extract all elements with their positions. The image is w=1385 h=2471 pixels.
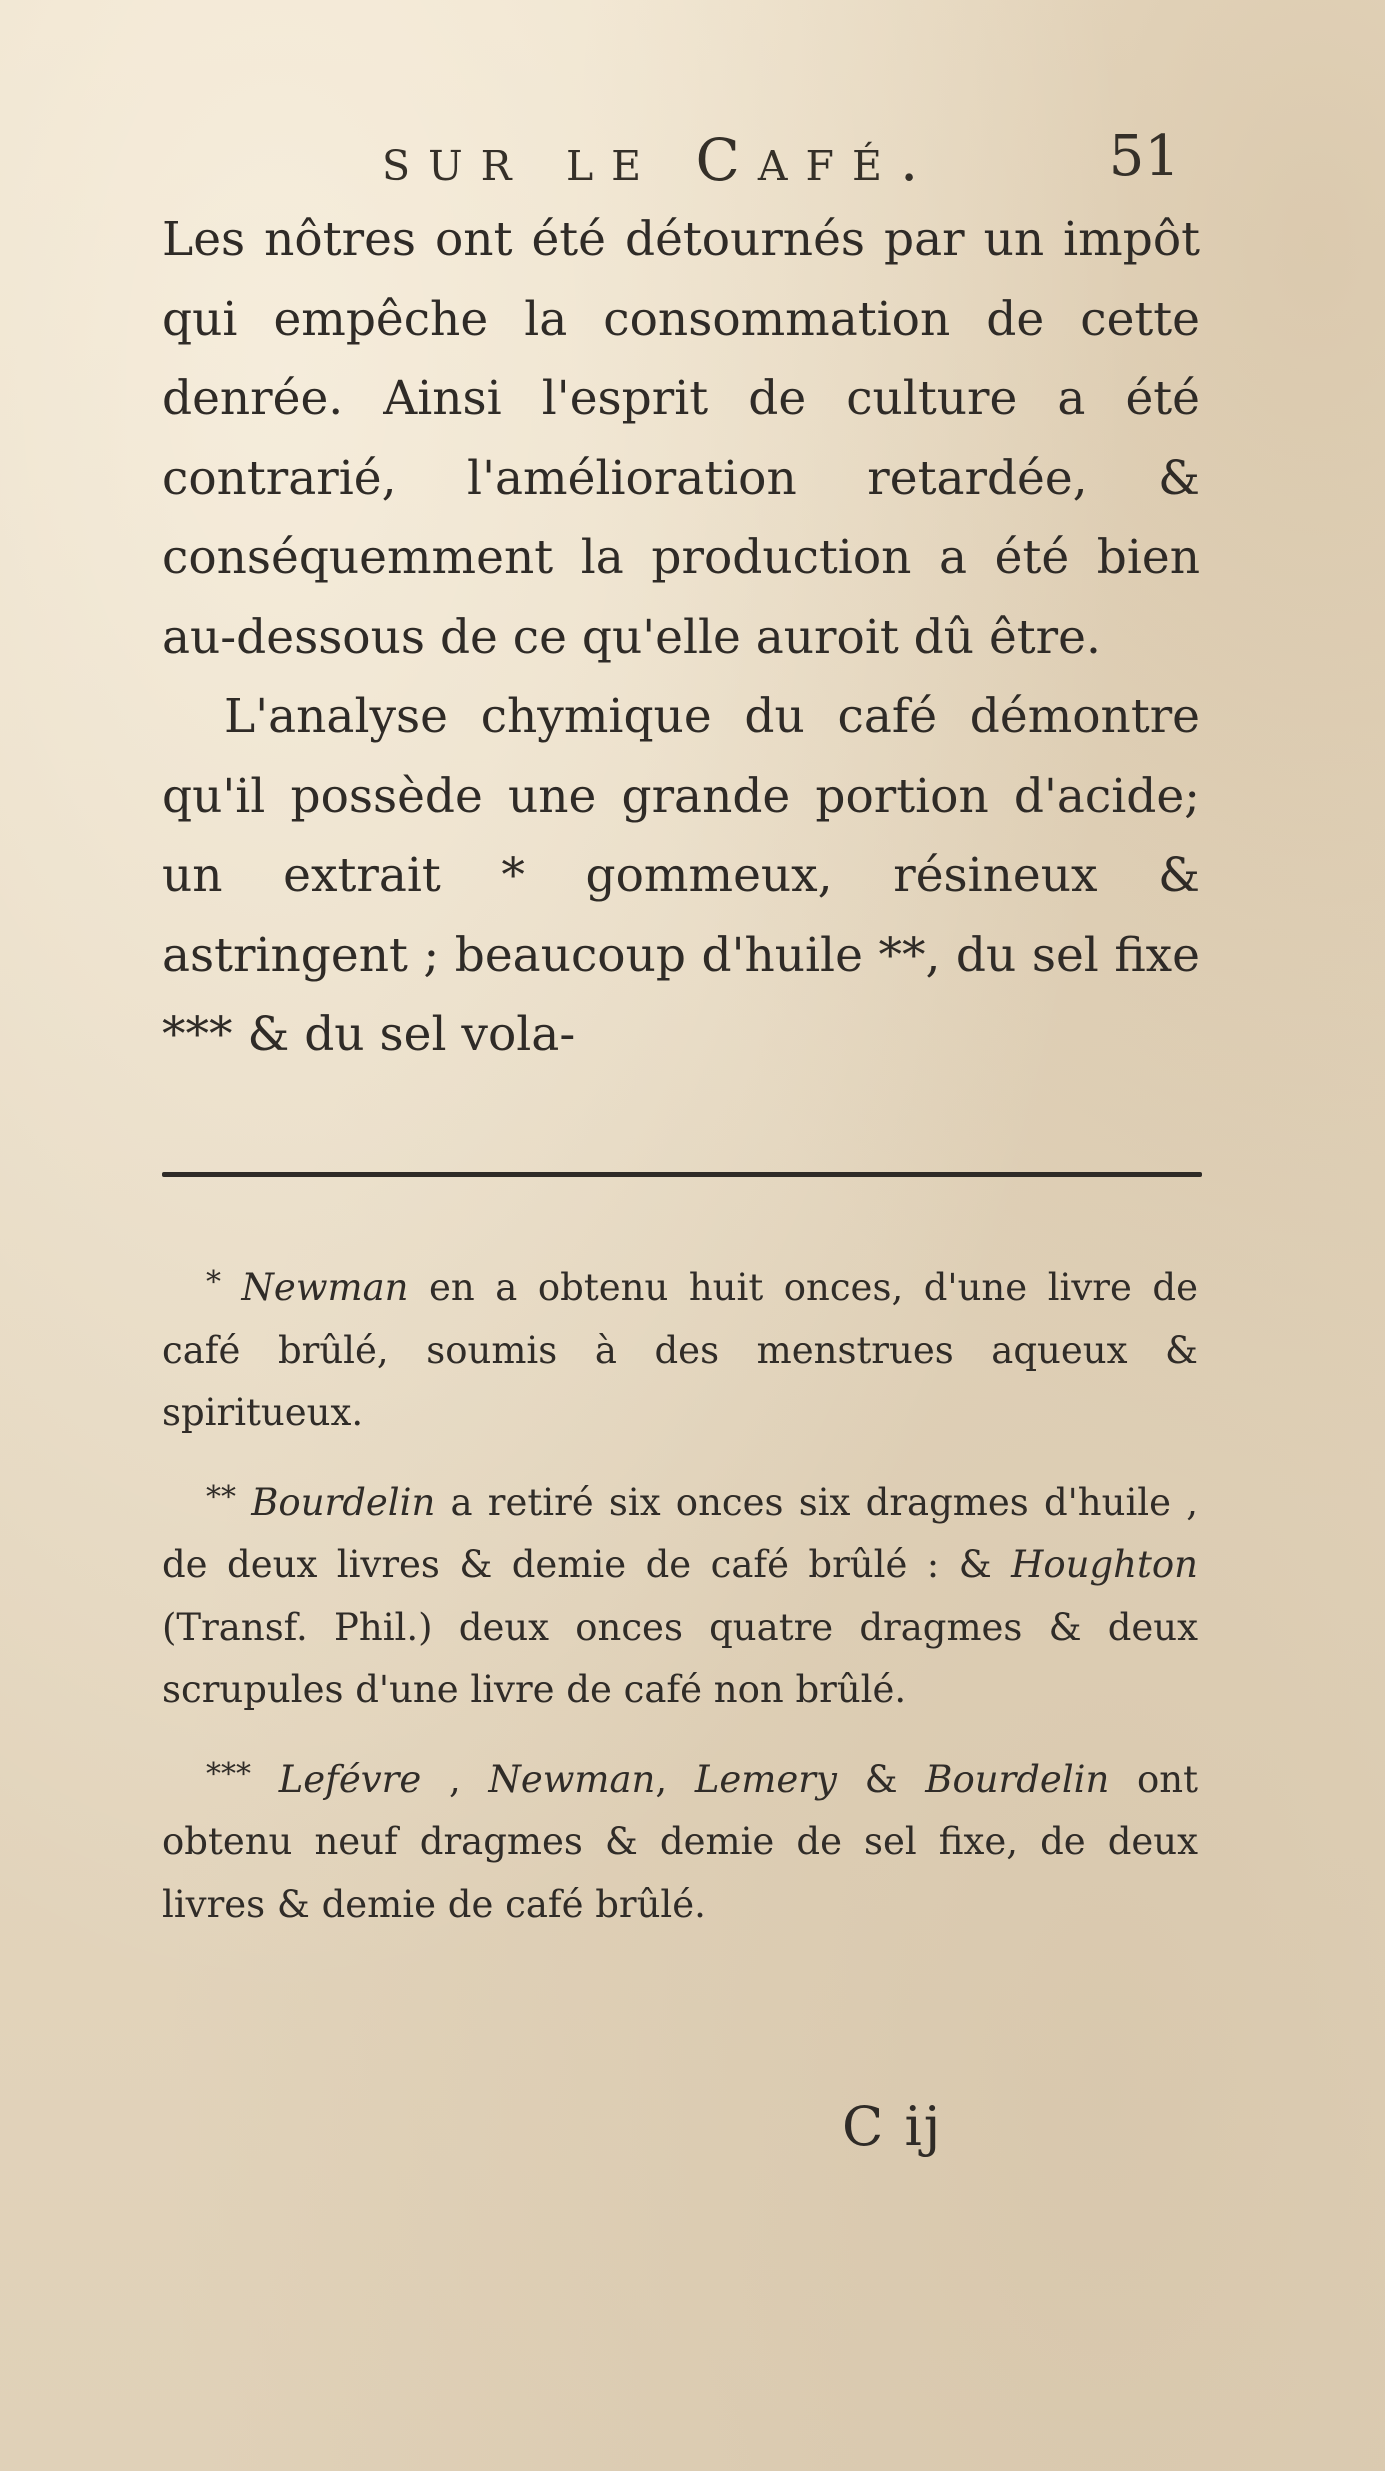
- footnote-text: (Transf. Phil.) deux onces quatre dragmes & deux scrupules d'une livre de café non brûlé.: [162, 1605, 1198, 1711]
- author-name: Bourdelin: [251, 1480, 436, 1524]
- separator: ,: [655, 1757, 695, 1801]
- footnotes: [162, 1252, 1198, 1958]
- footnote-mark: **: [206, 1479, 236, 1515]
- author-name: Lemery: [694, 1757, 837, 1801]
- footnote-mark: *: [206, 1265, 221, 1300]
- footnote-mark: ***: [206, 1756, 251, 1792]
- signature-mark: C ij: [842, 2095, 943, 2158]
- footnote-divider: [162, 1172, 1202, 1177]
- paragraph: Les nôtres ont été détournés par un impôt qui empêche la consommation de cette denrée. Ainsi l'esprit de culture a été contrarié, l'amélioration retardée, & conséquemment la production a été bien au-dessous de ce qu'elle auroit dû être.: [162, 212, 1200, 665]
- footnote-text: en a obtenu huit onces, d'une livre de café brûlé, soumis à des menstrues aqueux & spiritueux.: [162, 1266, 1198, 1434]
- author-name: Bourdelin: [925, 1757, 1110, 1801]
- page-header: [160, 118, 1180, 198]
- page-number: 51: [1108, 124, 1180, 189]
- footnote: [162, 1744, 1198, 1937]
- author-name: Houghton: [1011, 1543, 1198, 1586]
- author-name: Lefévre: [278, 1757, 422, 1801]
- author-name: Newman: [241, 1266, 409, 1309]
- paragraph: L'analyse chymique du café démontre qu'il possède une grande portion d'acide; un extrait * gommeux, résineux & astringent ; beaucoup d'huile **, du sel fixe *** & du sel vola-: [162, 689, 1200, 1062]
- separator: &: [836, 1757, 926, 1801]
- footnote-text: ont obtenu neuf dragmes & demie de sel fixe, de deux livres & demie de café brûlé.: [162, 1757, 1199, 1926]
- running-title: sur le Café.: [382, 126, 937, 194]
- footnote: [162, 1252, 1198, 1445]
- main-text: [162, 200, 1200, 1075]
- separator: ,: [421, 1757, 489, 1801]
- author-name: Newman: [488, 1757, 656, 1801]
- footnote-text: a retiré six onces six dragmes d'huile , de deux livres & demie de café brûlé : &: [162, 1480, 1199, 1586]
- footnote: [162, 1467, 1198, 1722]
